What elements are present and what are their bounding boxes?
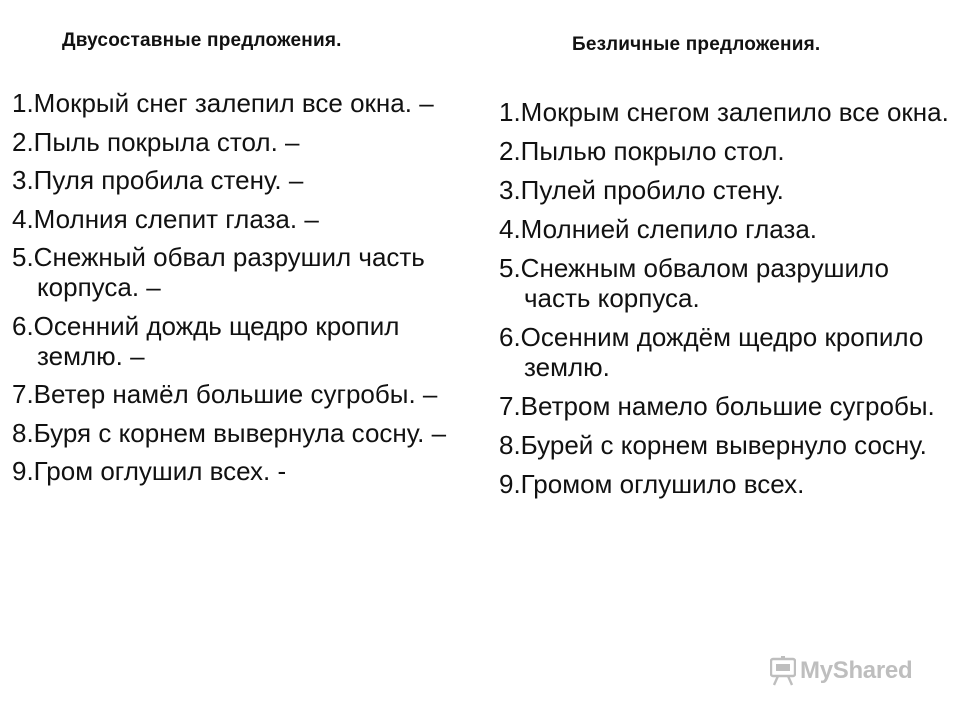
list-item: 4.Молнией слепило глаза.	[499, 214, 818, 244]
list-item: 1.Мокрым снегом залепило все окна.	[499, 97, 949, 127]
list-item: 2.Пыль покрыла стол. –	[12, 126, 300, 157]
list-item: 8.Буря с корнем вывернула сосну. –	[12, 417, 447, 448]
list-item: 9.Громом оглушило всех.	[499, 469, 805, 499]
right-sentence-list	[499, 97, 949, 508]
list-item: 3.Пулей пробило стену.	[499, 175, 784, 205]
list-item: 4.Молния слепит глаза. –	[12, 203, 319, 234]
list-item: 6.Осенний дождь щедро кропил землю. –	[12, 310, 400, 371]
right-heading: Безличные предложения.	[572, 34, 821, 55]
list-item: 2.Пылью покрыло стол.	[499, 136, 785, 166]
left-sentence-list	[12, 88, 462, 495]
list-item: 7.Ветер намёл большие сугробы. –	[12, 379, 438, 409]
list-item: 9.Гром оглушил всех. -	[12, 456, 287, 486]
list-item: 5.Снежный обвал разрушил часть корпуса. –	[12, 242, 425, 302]
presentation-board-icon	[770, 656, 796, 686]
list-item: 3.Пуля пробила стену. –	[12, 165, 304, 195]
watermark-brand: MyShared	[800, 657, 913, 684]
list-item: 7.Ветром намело большие сугробы.	[499, 391, 935, 421]
list-item: 1.Мокрый снег залепил все окна. –	[12, 88, 434, 118]
list-item: 6.Осенним дождём щедро кропило землю.	[499, 322, 924, 382]
list-item: 8.Бурей с корнем вывернуло сосну.	[499, 430, 927, 460]
left-heading: Двусоставные предложения.	[62, 30, 342, 51]
myshared-watermark	[770, 656, 912, 686]
list-item: 5.Снежным обвалом разрушило часть корпуса.	[499, 253, 889, 313]
